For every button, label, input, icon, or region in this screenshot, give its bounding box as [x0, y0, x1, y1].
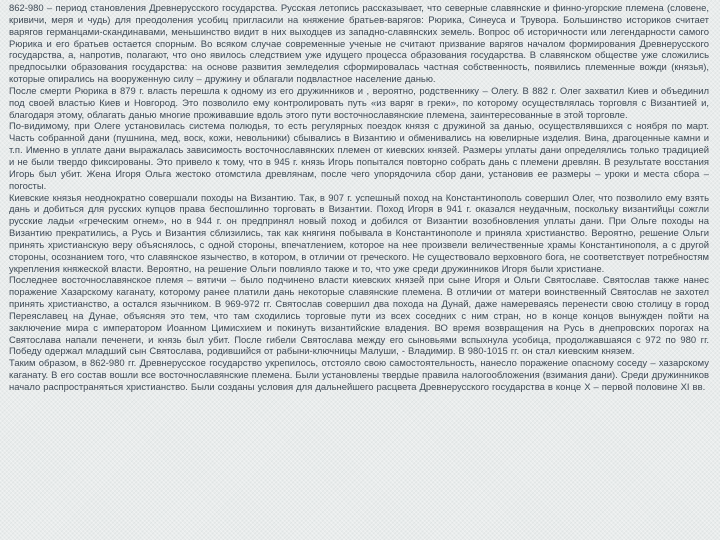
paragraph-founding: 862-980 – период становления Древнерусского государства. Русская летопись рассказывает, что северные славянские и финно-угорские племена (словене, кривичи, меря и чудь) для преодоления усобиц пригласили на княжение братьев-варягов: Рюрика, Синеуса и Трувора. Большинство историков считает варягов германцами-скандинавами, меньшинство видит в них выходцев из западно-славянских земель. Вопрос об историчности или легендарности самого Рюрика и его братьев остается спорным. Во всяком случае современные ученые не считают призвание варягов началом формирования Древнерусского государства, а, напротив, полагают, что оно явилось следствием уже идущего процесса образования государства. В славянском обществе уже сложились предпосылки образования государства: на основе развития земледелия сформировалась частная собственность, появились племенные вожди (князья), которые опирались на вооруженную силу – дружину и облагали подвластное население данью. — [9, 3, 709, 86]
paragraph-polyudye: По-видимому, при Олеге установилась система полюдья, то есть регулярных поездок князя с дружиной за данью, осуществлявшихся с ноября по март. Часть собранной дани (пушнина, мед, воск, кожи, невольники) сбывались в Византию и обменивались на ювелирные изделия. Вина, драгоценные камни и т.п. Именно в уплате дани выражалась зависимость восточнославянских племен от киевских князей. Размеры уплаты дани определялись только традицией и не были твердо фиксированы. Это привело к тому, что в 945 г. князь Игорь попытался повторно собрать дань с племени древлян. В результате восстания Игорь был убит. Жена Игоря Ольга жестоко отомстила древлянам, после чего упорядочила сбор дани, установив ее размеры – уроки и места сбора – погосты. — [9, 121, 709, 192]
paragraph-byzantium-campaigns: Киевские князья неоднократно совершали походы на Византию. Так, в 907 г. успешный поход на Константинополь совершил Олег, что позволило ему взять дань и добиться для русских купцов права беспошлинно торговать в Византии. Поход Игоря в 941 г. оказался неудачным, поскольку византийцы сожгли русские ладьи «греческим огнем», но в 944 г. он предпринял новый поход и добился от Византии возобновления уплаты дани. При Ольге походы на Византию прекратились, а Русь и Византия сблизились, так как княгиня побывала в Константинополе и приняла христианство. Вероятно, решение Ольги принять христианскую веру объяснялось, с одной стороны, впечатлением, которое на нее произвели величественные храмы Константинополя, а с другой стороны, осознанием того, что славянское язычество, в котором, в отличии от греческого. Не существовало верховного бога, не соответствует потребностям укрепления княжеской власти. Вероятно, на решение Ольги повлияло также и то, что уже среди дружинников Игоря были христиане. — [9, 192, 710, 275]
paragraph-conclusion: Таким образом, в 862-980 гг. Древнерусское государство укрепилось, отстояло свою самостоятельность, нанесло поражение опасному соседу – хазарскому каганату. В его состав вошли все восточнославянские племена. Были установлены твердые правила налогообложения (взимания дани). Среди дружинников начало распространяться христианство. Были созданы условия для дальнейшего расцвета Древнерусского государства в конце X – первой половине XI вв. — [9, 358, 709, 393]
text-body — [9, 3, 709, 394]
paragraph-oleg: После смерти Рюрика в 879 г. власть перешла к одному из его дружинников и , вероятно, родственнику – Олегу. В 882 г. Олег захватил Киев и объединил под своей властью Киев и Новгород. Это позволило ему контролировать путь «из варяг в греки», по которому осуществлялась торговля с Византией и, благодаря этому, облагать данью многие проживавшие вдоль этого пути восточнославянские племена, заинтересованные в этой торговле. — [9, 85, 709, 121]
paragraph-svyatoslav: Последнее восточнославянское племя – вятичи – было подчинено власти киевских князей при сыне Игоря и Ольги Святославе. Святослав также нанес поражение Хазарскому каганату, которому ранее платили дань некоторые славянские племена. В отличии от матери воинственный Святослав не захотел принять христианство, а остался язычником. В 969-972 гг. Святослав совершил два похода на Дунай, даже намереваясь перенести свою столицу в город Переяславец на Дунае, объясняя это тем, что там сходились торговые пути из всех соседних с ним стран, но в конце концов вынужден пойти на заключение мира с императором Иоанном Цимисхием и покинуть византийские владения. ВО время возвращения на Русь в днепровских порогах на Святослава напали печенеги, и князь был убит. После гибели Святослава между его сыновьями вспыхнула усобица, продолжавшаяся с 972 по 980 гг. Победу одержал младший сын Святослава, родившийся от рабыни-ключницы Малуши, - Владимир. В 980-1015 гг. он стал киевским князем. — [9, 275, 709, 358]
